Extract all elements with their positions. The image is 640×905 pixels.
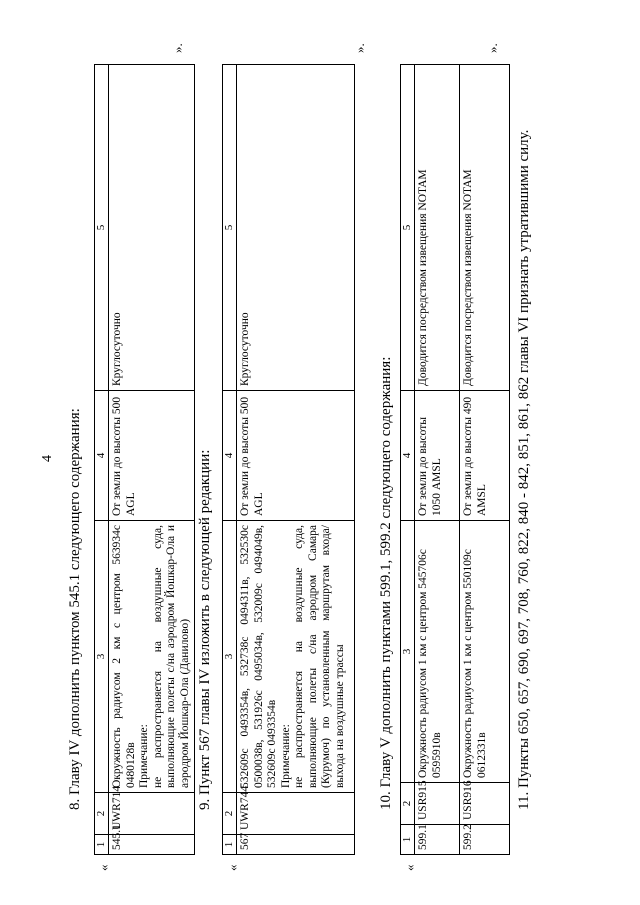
zone-code: UWR714 bbox=[109, 793, 195, 835]
opening-quote: « bbox=[96, 864, 111, 871]
zone-description bbox=[237, 521, 355, 793]
col-header: 3 bbox=[401, 521, 415, 783]
col-header: 1 bbox=[95, 835, 109, 855]
zone-time: Круглосуточно bbox=[109, 65, 195, 391]
zone-description bbox=[109, 521, 195, 793]
zone-height: От земли до высоты 500 AGL bbox=[109, 391, 195, 521]
description-text: Окружность радиусом 2 км с центром 563934с 0480128в bbox=[111, 525, 137, 788]
row-number: 599.2 bbox=[460, 825, 510, 855]
description-text: 532609с 0493354в, 532738с 0494311в, 532530с 0500038в, 531926с 0495034в, 532009с 0494049в, 532609с 0493354в bbox=[239, 525, 279, 788]
opening-quote: « bbox=[225, 864, 240, 871]
table-row bbox=[237, 65, 355, 855]
zone-description: Окружность радиусом 1 км с центром 550109с 0612331в bbox=[460, 521, 510, 783]
table-header-row bbox=[223, 65, 237, 855]
zone-time: Доводится посредством извещения NOTAM bbox=[415, 65, 460, 391]
closing-quote: ». bbox=[170, 43, 185, 53]
page-number: 4 bbox=[40, 455, 55, 462]
zone-code: USR915 bbox=[415, 783, 460, 825]
table-row bbox=[460, 65, 510, 855]
section-8-heading: 8. Главу IV дополнить пунктом 545.1 следующего содержания: bbox=[67, 408, 83, 810]
col-header: 3 bbox=[223, 521, 237, 793]
zone-height: От земли до высоты 1050 AMSL bbox=[415, 391, 460, 521]
col-header: 4 bbox=[223, 391, 237, 521]
col-header: 2 bbox=[95, 793, 109, 835]
section-8-table bbox=[94, 64, 195, 855]
closing-quote: ». bbox=[352, 43, 367, 53]
col-header: 2 bbox=[223, 793, 237, 835]
closing-quote: ». bbox=[485, 43, 500, 53]
col-header: 2 bbox=[401, 783, 415, 825]
col-header: 4 bbox=[95, 391, 109, 521]
col-header: 1 bbox=[401, 825, 415, 855]
note-text: не распространяется на воздушные суда, выполняющие полеты с/на аэродром Йошкар-Ола и аэродром Йошкар-Ола (Данилово) bbox=[151, 525, 191, 788]
col-header: 1 bbox=[223, 835, 237, 855]
col-header: 5 bbox=[95, 65, 109, 391]
table-row bbox=[415, 65, 460, 855]
row-number: 567 bbox=[237, 835, 355, 855]
zone-time: Круглосуточно bbox=[237, 65, 355, 391]
col-header: 4 bbox=[401, 391, 415, 521]
section-11-paragraph: 11. Пункты 650, 657, 690, 697, 708, 760, 822, 840 - 842, 851, 861, 862 главы VI признать утратившими силу. bbox=[516, 129, 532, 810]
section-9-table bbox=[222, 64, 355, 855]
section-10-heading: 10. Главу V дополнить пунктами 599.1, 599.2 следующего содержания: bbox=[378, 356, 394, 810]
note-label: Примечание: bbox=[279, 724, 292, 788]
col-header: 5 bbox=[223, 65, 237, 391]
row-number: 545.1 bbox=[109, 835, 195, 855]
col-header: 5 bbox=[401, 65, 415, 391]
zone-description: Окружность радиусом 1 км с центром 545706с 0595910в bbox=[415, 521, 460, 783]
note-text: не распространяется на воздушные суда, выполняющие полеты с/на аэродром Самара (Курумоч) по установленным маршрутам входа/выхода на воздушные трассы bbox=[293, 525, 346, 788]
section-9-heading: 9. Пункт 567 главы IV изложить в следующей редакции: bbox=[197, 449, 213, 810]
section-10-table bbox=[400, 64, 510, 855]
table-row bbox=[109, 65, 195, 855]
opening-quote: « bbox=[402, 864, 417, 871]
zone-time: Доводится посредством извещения NOTAM bbox=[460, 65, 510, 391]
zone-code: USR916 bbox=[460, 783, 510, 825]
zone-code: UWR744 bbox=[237, 793, 355, 835]
zone-height: От земли до высоты 500 AGL bbox=[237, 391, 355, 521]
table-header-row bbox=[401, 65, 415, 855]
zone-height: От земли до высоты 490 AMSL bbox=[460, 391, 510, 521]
note-label: Примечание: bbox=[138, 724, 151, 788]
col-header: 3 bbox=[95, 521, 109, 793]
row-number: 599.1 bbox=[415, 825, 460, 855]
table-header-row bbox=[95, 65, 109, 855]
